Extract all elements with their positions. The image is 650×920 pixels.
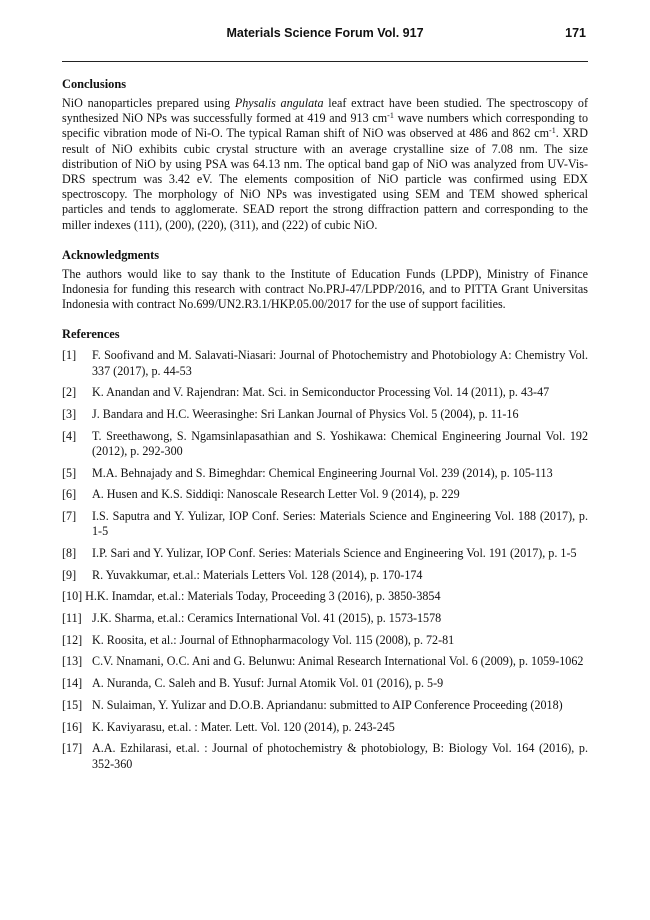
reference-number: [10] xyxy=(62,589,83,604)
reference-item xyxy=(62,466,588,481)
conclusions-text-2: leaf extract have been studied. The spectroscopy of synthesized NiO NPs was successfully formed at 419 and 913 cm xyxy=(62,96,588,126)
conclusions-heading: Conclusions xyxy=(62,77,127,91)
reference-number: [12] xyxy=(62,632,83,647)
reference-number: [8] xyxy=(62,545,77,560)
page-number: 171 xyxy=(565,26,586,40)
header-rule xyxy=(62,61,588,62)
references-heading: References xyxy=(62,327,120,342)
reference-number: [16] xyxy=(62,719,83,734)
reference-text: F. Soofivand and M. Salavati-Niasari: Journal of Photochemistry and Photobiology A: Chemistry Vol. 337 (2017), p. 44-53 xyxy=(92,348,588,378)
reference-text: J.K. Sharma, et.al.: Ceramics International Vol. 41 (2015), p. 1573-1578 xyxy=(92,611,442,626)
reference-number: [13] xyxy=(62,654,83,669)
reference-number: [1] xyxy=(62,348,77,363)
reference-item xyxy=(62,741,588,771)
reference-number: [17] xyxy=(62,741,83,756)
reference-text: C.V. Nnamani, O.C. Ani and G. Belunwu: Animal Research International Vol. 6 (2009), p. 1059-1062 xyxy=(92,654,584,669)
superscript-2: -1 xyxy=(549,126,556,136)
journal-title: Materials Science Forum Vol. 917 xyxy=(226,26,424,40)
conclusions-paragraph xyxy=(62,96,588,233)
reference-text: N. Sulaiman, Y. Yulizar and D.O.B. Apriandanu: submitted to AIP Conference Proceeding (2018) xyxy=(92,697,563,712)
reference-item xyxy=(62,509,588,539)
conclusions-text-1: NiO nanoparticles prepared using xyxy=(62,96,235,110)
reference-number: [15] xyxy=(62,697,83,712)
reference-number: [4] xyxy=(62,428,77,443)
reference-number: [2] xyxy=(62,385,77,400)
reference-text: K. Kaviyarasu, et.al. : Mater. Lett. Vol. 120 (2014), p. 243-245 xyxy=(92,719,395,734)
reference-item xyxy=(62,385,588,400)
main-content xyxy=(62,76,588,778)
reference-text: J. Bandara and H.C. Weerasinghe: Sri Lankan Journal of Physics Vol. 5 (2004), p. 11-16 xyxy=(92,407,519,422)
reference-item xyxy=(62,546,588,561)
acknowledgments-heading: Acknowledgments xyxy=(62,247,160,262)
reference-number: [11] xyxy=(62,611,82,626)
reference-number: [5] xyxy=(62,465,77,480)
references-section xyxy=(62,326,588,771)
running-header xyxy=(62,26,588,44)
reference-text: A. Husen and K.S. Siddiqi: Nanoscale Research Letter Vol. 9 (2014), p. 229 xyxy=(92,487,460,502)
conclusions-section xyxy=(62,76,588,233)
reference-item xyxy=(62,698,588,713)
reference-number: [14] xyxy=(62,676,83,691)
acknowledgments-section xyxy=(62,247,588,313)
acknowledgments-paragraph: The authors would like to say thank to the Institute of Education Funds (LPDP), Ministry of Finance Indonesia for funding this research with contract No.PRJ-47/LPDP/2016, and to PITTA Grant Universitas Indonesia with contract No.699/UN2.R3.1/HKP.05.00/2017 for the use of support facilities. xyxy=(62,266,588,312)
reference-text: K. Roosita, et al.: Journal of Ethnopharmacology Vol. 115 (2008), p. 72-81 xyxy=(92,632,455,647)
reference-number: [6] xyxy=(62,487,77,502)
reference-text: A. Nuranda, C. Saleh and B. Yusuf: Jurnal Atomik Vol. 01 (2016), p. 5-9 xyxy=(92,676,444,691)
reference-item xyxy=(62,407,588,422)
reference-item xyxy=(62,429,588,459)
reference-text: I.P. Sari and Y. Yulizar, IOP Conf. Series: Materials Science and Engineering Vol. 191 (2017), p. 1-5 xyxy=(92,545,577,560)
reference-list xyxy=(62,348,588,771)
reference-item xyxy=(62,720,588,735)
reference-text: T. Sreethawong, S. Ngamsinlapasathian and S. Yoshikawa: Chemical Engineering Journal Vol. 192 (2012), p. 292-300 xyxy=(92,428,588,458)
superscript-1: -1 xyxy=(387,111,394,121)
reference-text: M.A. Behnajady and S. Bimeghdar: Chemical Engineering Journal Vol. 239 (2014), p. 105-113 xyxy=(92,465,553,480)
reference-number: [9] xyxy=(62,567,77,582)
reference-number: [7] xyxy=(62,509,77,524)
reference-item xyxy=(62,589,588,604)
reference-item xyxy=(62,654,588,669)
reference-text: I.S. Saputra and Y. Yulizar, IOP Conf. Series: Materials Science and Engineering Vol. 188 (2017), p. 1-5 xyxy=(92,509,588,539)
reference-text: R. Yuvakkumar, et.al.: Materials Letters Vol. 128 (2014), p. 170-174 xyxy=(92,567,423,582)
reference-item xyxy=(62,487,588,502)
reference-item xyxy=(62,611,588,626)
conclusions-text-4: . XRD result of NiO exhibits cubic crystal structure with an average crystalline size of 7.08 nm. The size distribution of NiO by using PSA was 64.13 nm. The optical band gap of NiO was analyzed from UV-Vis-DRS spectrum was 3.42 eV. The elements composition of NiO particle was confirmed using EDX spectroscopy. The morphology of NiO NPs was investigated using SEM and TEM showed spherical particles and tends to agglomerate. SEAD report the strong diffraction pattern and corresponding to the miller indexes (111), (200), (220), (311), and (222) of cubic NiO. xyxy=(62,126,588,232)
reference-number: [3] xyxy=(62,407,77,422)
species-name: Physalis angulata xyxy=(234,96,324,110)
reference-text: A.A. Ezhilarasi, et.al. : Journal of photochemistry & photobiology, B: Biology Vol. 164 (2016), p. 352-360 xyxy=(92,741,588,771)
reference-item xyxy=(62,568,588,583)
reference-item xyxy=(62,348,588,378)
reference-item xyxy=(62,676,588,691)
reference-text: K. Anandan and V. Rajendran: Mat. Sci. in Semiconductor Processing Vol. 14 (2011), p. 43-47 xyxy=(92,385,550,400)
reference-text: H.K. Inamdar, et.al.: Materials Today, Proceeding 3 (2016), p. 3850-3854 xyxy=(85,589,441,604)
conclusions-text-3: wave numbers which corresponding to specific vibration mode of Ni-O. The typical Raman shift of NiO was observed at 486 and 862 cm xyxy=(62,111,588,141)
reference-item xyxy=(62,633,588,648)
